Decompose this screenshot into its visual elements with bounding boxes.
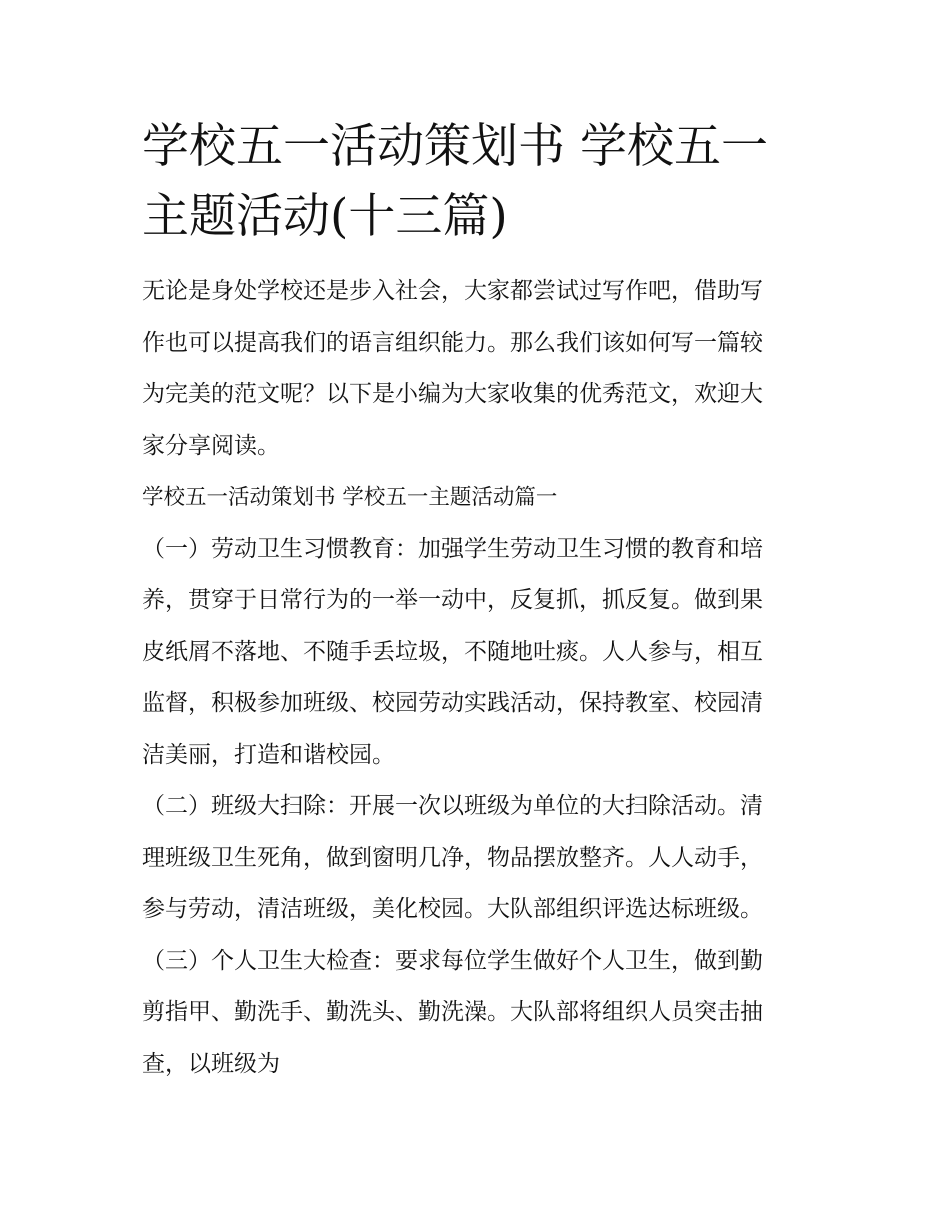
document-title	[142, 112, 814, 252]
text-line: 家分享阅读。	[142, 432, 280, 459]
document-body	[142, 112, 814, 1090]
title-line: 学校五一活动策划书 学校五一	[142, 119, 768, 174]
intro-paragraph	[142, 266, 814, 472]
section-heading: 学校五一活动策划书 学校五一主题活动篇一	[142, 485, 558, 510]
item-1-paragraph	[142, 524, 814, 782]
text-line: 参与劳动，清洁班级，美化校园。大队部组织评选达标班级。	[142, 896, 763, 922]
text-line: 剪指甲、勤洗手、勤洗头、勤洗澡。大队部将组织人员突击抽	[142, 999, 763, 1025]
text-line: 洁美丽，打造和谐校园。	[142, 741, 395, 768]
text-line: （一）劳动卫生习惯教育：加强学生劳动卫生习惯的教育和培	[142, 535, 763, 562]
text-line: 查，以班级为	[142, 1050, 280, 1077]
text-line: （二）班级大扫除：开展一次以班级为单位的大扫除活动。清	[142, 793, 763, 819]
item-3-paragraph	[142, 936, 814, 1091]
text-line: 皮纸屑不落地、不随手丢垃圾，不随地吐痰。人人参与，相互	[142, 638, 763, 665]
text-line: （三）个人卫生大检查：要求每位学生做好个人卫生，做到勤	[142, 947, 763, 974]
text-line: 监督，积极参加班级、校园劳动实践活动，保持教室、校园清	[142, 690, 763, 716]
text-line: 养，贯穿于日常行为的一举一动中，反复抓，抓反复。做到果	[142, 587, 763, 613]
title-line: 主题活动(十三篇)	[142, 189, 508, 244]
item-2-paragraph	[142, 781, 814, 936]
text-line: 作也可以提高我们的语言组织能力。那么我们该如何写一篇较	[142, 329, 763, 356]
text-line: 理班级卫生死角，做到窗明几净，物品摆放整齐。人人动手，	[142, 844, 763, 871]
text-line: 无论是身处学校还是步入社会，大家都尝试过写作吧，借助写	[142, 278, 763, 304]
text-line: 为完美的范文呢？以下是小编为大家收集的优秀范文，欢迎大	[142, 381, 763, 407]
